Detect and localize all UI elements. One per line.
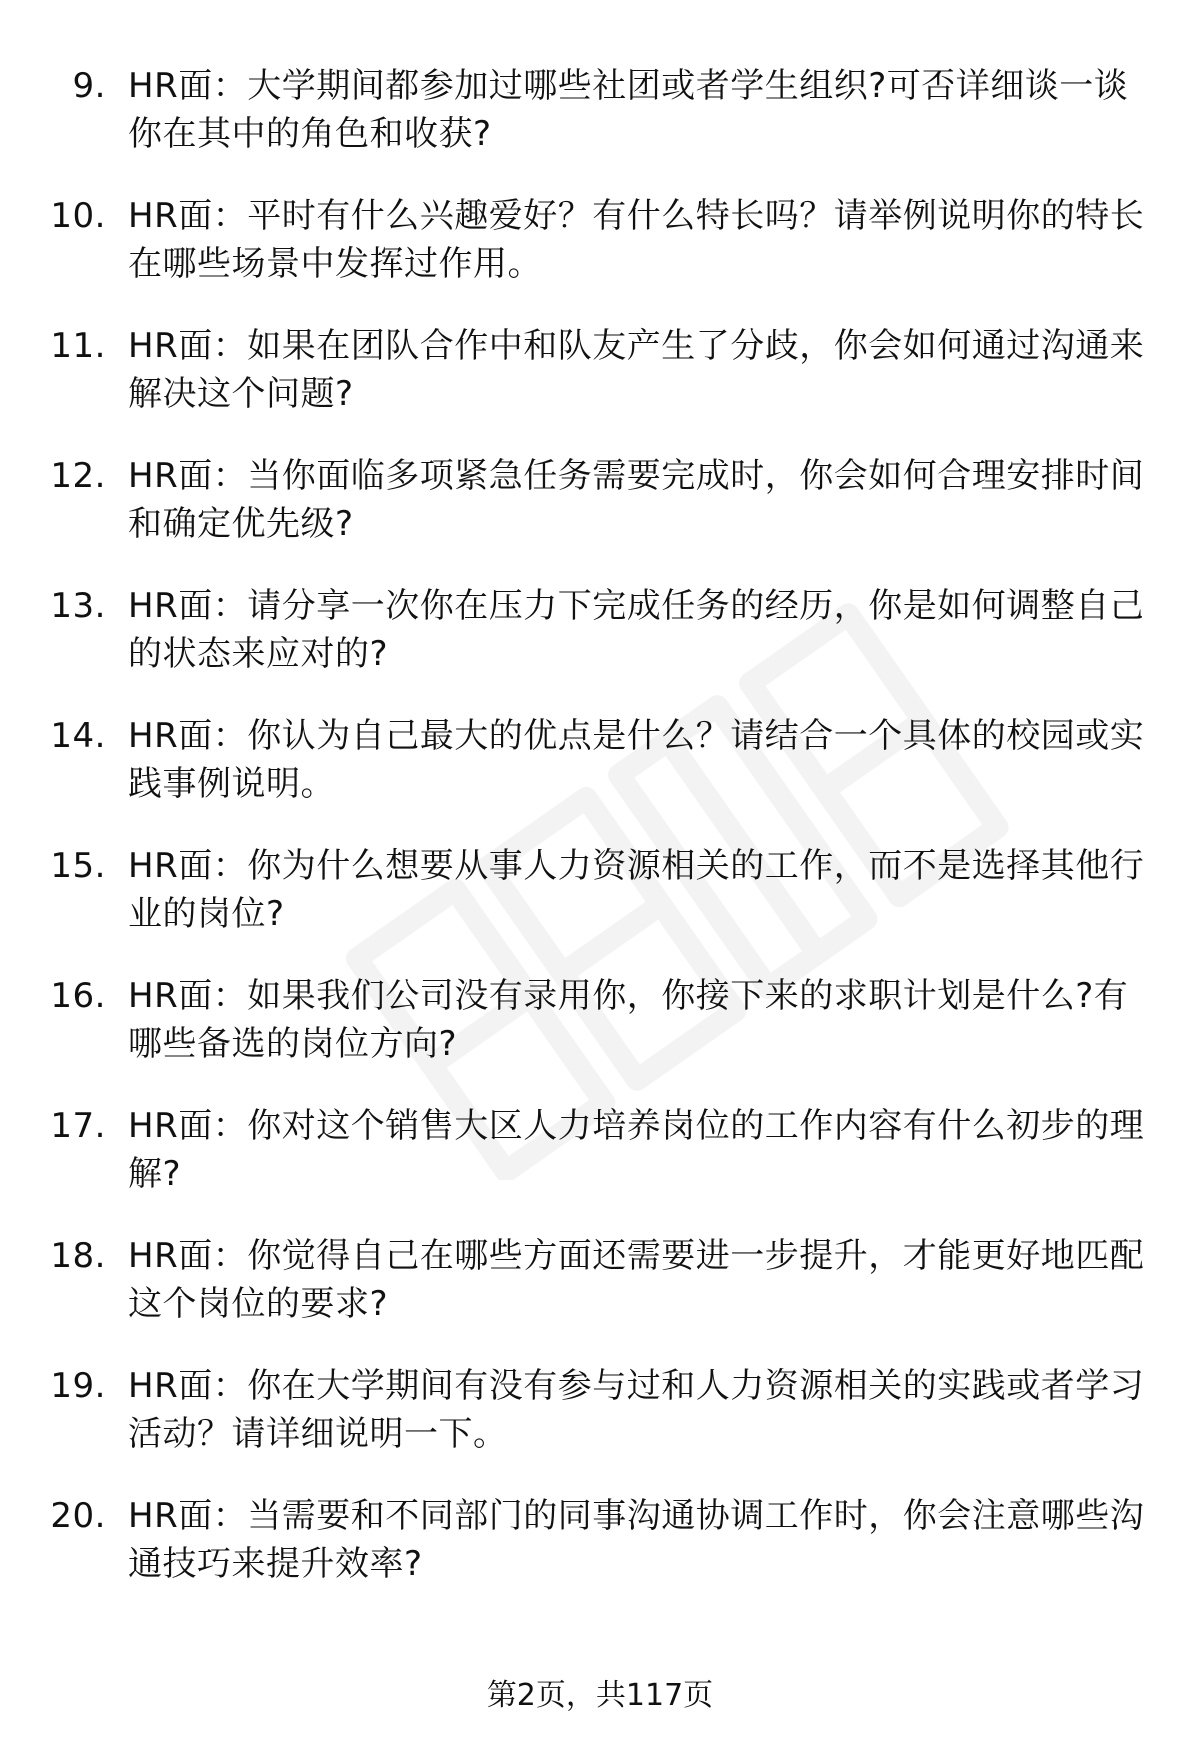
question-text: HR面：你认为自己最大的优点是什么？请结合一个具体的校园或实践事例说明。: [128, 716, 1145, 804]
question-item: [0, 972, 1200, 1090]
question-text: HR面：当需要和不同部门的同事沟通协调工作时，你会注意哪些沟通技巧来提升效率?: [128, 1496, 1145, 1584]
question-number: 14.: [50, 716, 106, 756]
question-item: [0, 842, 1200, 960]
question-number: 19.: [50, 1366, 106, 1406]
question-item: [0, 1492, 1200, 1610]
question-item: [0, 1362, 1200, 1480]
question-number: 12.: [50, 456, 106, 496]
question-item: [0, 192, 1200, 310]
question-text: HR面：你觉得自己在哪些方面还需要进一步提升，才能更好地匹配这个岗位的要求?: [128, 1236, 1145, 1324]
question-list: [0, 62, 1200, 1622]
question-item: [0, 62, 1200, 180]
question-number: 11.: [50, 326, 106, 366]
question-number: 20.: [50, 1496, 106, 1536]
question-item: [0, 1102, 1200, 1220]
page-number: 第2页，共117页: [486, 1678, 714, 1713]
question-text: HR面：你为什么想要从事人力资源相关的工作，而不是选择其他行业的岗位?: [128, 846, 1145, 934]
question-number: 16.: [50, 976, 106, 1016]
question-item: [0, 322, 1200, 440]
question-item: [0, 452, 1200, 570]
question-text: HR面：你对这个销售大区人力培养岗位的工作内容有什么初步的理解?: [128, 1106, 1145, 1194]
question-text: HR面：如果在团队合作中和队友产生了分歧，你会如何通过沟通来解决这个问题?: [128, 326, 1145, 414]
question-item: [0, 582, 1200, 700]
question-text: HR面：请分享一次你在压力下完成任务的经历，你是如何调整自己的状态来应对的?: [128, 586, 1145, 674]
question-text: HR面：平时有什么兴趣爱好？有什么特长吗？请举例说明你的特长在哪些场景中发挥过作用。: [128, 196, 1145, 284]
question-text: HR面：你在大学期间有没有参与过和人力资源相关的实践或者学习活动？请详细说明一下。: [128, 1366, 1145, 1454]
question-number: 13.: [50, 586, 106, 626]
question-item: [0, 1232, 1200, 1350]
question-number: 9.: [72, 66, 106, 106]
question-text: HR面：如果我们公司没有录用你，你接下来的求职计划是什么?有哪些备选的岗位方向?: [128, 976, 1129, 1064]
question-number: 17.: [50, 1106, 106, 1146]
question-number: 18.: [50, 1236, 106, 1276]
question-text: HR面：当你面临多项紧急任务需要完成时，你会如何合理安排时间和确定优先级?: [128, 456, 1145, 544]
question-number: 15.: [50, 846, 106, 886]
question-text: HR面：大学期间都参加过哪些社团或者学生组织?可否详细谈一谈你在其中的角色和收获?: [128, 66, 1129, 154]
question-item: [0, 712, 1200, 830]
question-number: 10.: [50, 196, 106, 236]
